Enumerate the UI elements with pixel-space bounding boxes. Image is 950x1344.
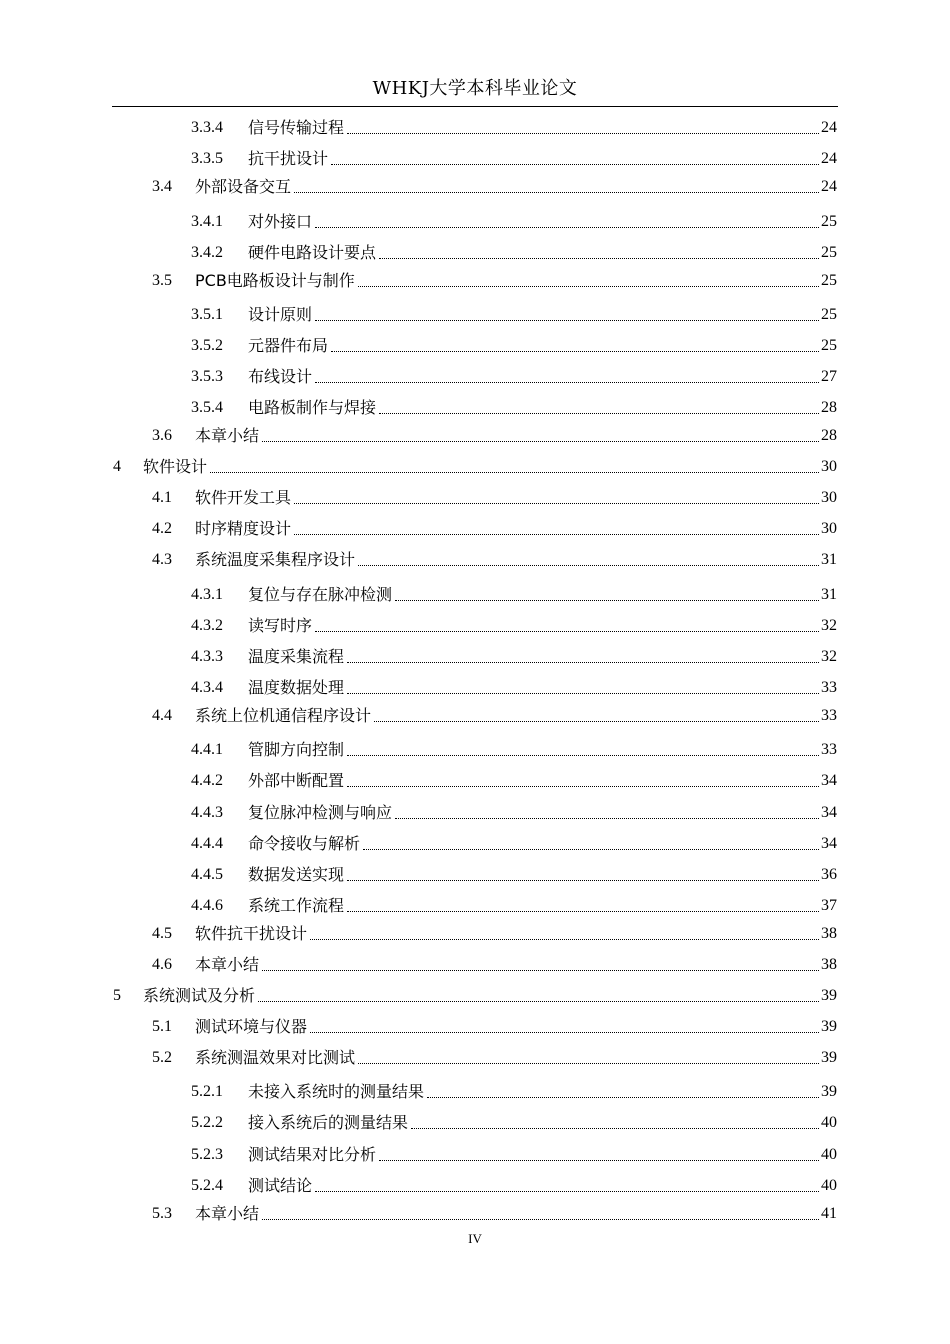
toc-entry-title: 系统上位机通信程序设计	[195, 706, 372, 725]
toc-entry-title: 接入系统后的测量结果	[248, 1113, 409, 1132]
toc-entry-title: 本章小结	[195, 955, 260, 974]
toc-entry-title: 软件抗干扰设计	[195, 924, 308, 943]
toc-entry-title: 复位脉冲检测与响应	[248, 803, 393, 822]
toc-entry-number: 5.3	[152, 1205, 172, 1222]
toc-entry-number: 4	[113, 458, 121, 475]
toc-entry-page: 32	[821, 648, 837, 665]
toc-dot-leader	[262, 968, 819, 971]
toc-entry-title: 未接入系统时的测量结果	[248, 1082, 425, 1101]
toc-dot-leader	[411, 1126, 819, 1129]
toc-entry-page: 24	[821, 178, 837, 195]
toc-dot-leader	[294, 532, 819, 535]
toc-entry-page: 39	[821, 1018, 837, 1035]
toc-entry-page: 31	[821, 551, 837, 568]
toc-entry-page: 25	[821, 337, 837, 354]
toc-entry-title: 温度数据处理	[248, 678, 345, 697]
toc-entry-page: 41	[821, 1205, 837, 1222]
toc-entry-number: 3.4.1	[191, 213, 223, 230]
toc-entry[interactable]	[191, 332, 837, 356]
toc-entry-number: 3.5.4	[191, 399, 223, 416]
toc-entry-number: 4.4.3	[191, 804, 223, 821]
toc-entry-page: 24	[821, 150, 837, 167]
toc-entry-number: 4.4.5	[191, 866, 223, 883]
toc-entry-title: 本章小结	[195, 1204, 260, 1223]
toc-entry-page: 33	[821, 707, 837, 724]
toc-entry[interactable]	[191, 736, 837, 760]
toc-dot-leader	[262, 439, 819, 442]
toc-dot-leader	[315, 225, 819, 228]
toc-entry[interactable]	[191, 394, 837, 418]
toc-entry[interactable]	[191, 1109, 837, 1133]
toc-entry-number: 4.6	[152, 956, 172, 973]
toc-entry-title: 外部设备交互	[195, 177, 292, 196]
toc-entry[interactable]	[191, 1078, 837, 1102]
toc-entry-page: 30	[821, 458, 837, 475]
toc-dot-leader	[310, 1030, 819, 1033]
toc-dot-leader	[262, 1217, 819, 1220]
toc-dot-leader	[315, 629, 819, 632]
toc-dot-leader	[395, 816, 819, 819]
toc-entry-page: 33	[821, 679, 837, 696]
toc-entry-title: 时序精度设计	[195, 519, 292, 538]
toc-entry-title: 系统测试及分析	[143, 986, 256, 1005]
toc-entry-number: 5.1	[152, 1018, 172, 1035]
toc-entry-page: 34	[821, 772, 837, 789]
toc-entry-number: 3.3.5	[191, 150, 223, 167]
toc-entry-page: 30	[821, 520, 837, 537]
toc-entry-number: 4.3.4	[191, 679, 223, 696]
toc-entry[interactable]	[191, 114, 837, 138]
toc-entry-title: 抗干扰设计	[248, 149, 329, 168]
toc-entry-number: 4.3.3	[191, 648, 223, 665]
toc-entry[interactable]	[152, 173, 837, 197]
toc-dot-leader	[310, 937, 819, 940]
toc-entry[interactable]	[191, 799, 837, 823]
toc-entry-page: 32	[821, 617, 837, 634]
toc-entry-page: 36	[821, 866, 837, 883]
toc-entry-page: 33	[821, 741, 837, 758]
toc-entry[interactable]	[191, 674, 837, 698]
toc-dot-leader	[258, 999, 819, 1002]
toc-entry-page: 24	[821, 119, 837, 136]
toc-dot-leader	[374, 719, 819, 722]
toc-dot-leader	[294, 190, 819, 193]
toc-entry[interactable]	[191, 643, 837, 667]
toc-entry[interactable]	[191, 145, 837, 169]
toc-entry-title: 硬件电路设计要点	[248, 243, 377, 262]
toc-entry[interactable]	[152, 1044, 837, 1068]
toc-entry-title: 管脚方向控制	[248, 740, 345, 759]
toc-entry-title: 元器件布局	[248, 336, 329, 355]
toc-entry-number: 3.6	[152, 427, 172, 444]
toc-entry[interactable]	[152, 951, 837, 975]
toc-entry-title: 软件开发工具	[195, 488, 292, 507]
toc-entry[interactable]	[191, 612, 837, 636]
toc-entry-title: 对外接口	[248, 212, 313, 231]
toc-entry-page: 40	[821, 1146, 837, 1163]
toc-entry[interactable]	[152, 484, 837, 508]
page-header: WHKJ大学本科毕业论文	[372, 78, 578, 99]
toc-dot-leader	[347, 691, 819, 694]
toc-dot-leader	[347, 784, 819, 787]
toc-dot-leader	[347, 878, 819, 881]
toc-entry-page: 34	[821, 804, 837, 821]
toc-entry-number: 3.4.2	[191, 244, 223, 261]
toc-entry[interactable]	[191, 830, 837, 854]
toc-entry[interactable]	[113, 982, 837, 1006]
toc-entry-title: 本章小结	[195, 426, 260, 445]
toc-entry-page: 40	[821, 1114, 837, 1131]
toc-dot-leader	[210, 470, 819, 473]
toc-entry-page: 28	[821, 399, 837, 416]
toc-dot-leader	[347, 753, 819, 756]
page-number: IV	[468, 1231, 482, 1246]
toc-entry[interactable]	[191, 363, 837, 387]
toc-dot-leader	[347, 660, 819, 663]
toc-entry-page: 30	[821, 489, 837, 506]
toc-entry-number: 4.1	[152, 489, 172, 506]
toc-entry-number: 5	[113, 987, 121, 1004]
toc-entry-number: 3.5	[152, 272, 172, 289]
toc-entry-page: 25	[821, 213, 837, 230]
toc-dot-leader	[358, 563, 819, 566]
toc-dot-leader	[315, 380, 819, 383]
toc-dot-leader	[347, 909, 819, 912]
toc-dot-leader	[379, 1158, 819, 1161]
toc-entry[interactable]	[152, 546, 837, 570]
toc-entry-title: 命令接收与解析	[248, 834, 361, 853]
toc-dot-leader	[331, 162, 819, 165]
toc-entry[interactable]	[152, 515, 837, 539]
toc-entry-number: 5.2.3	[191, 1146, 223, 1163]
toc-entry[interactable]	[152, 267, 837, 291]
toc-entry-page: 27	[821, 368, 837, 385]
toc-entry-number: 3.5.2	[191, 337, 223, 354]
toc-entry-page: 31	[821, 586, 837, 603]
toc-dot-leader	[294, 501, 819, 504]
toc-entry-page: 25	[821, 244, 837, 261]
toc-entry-number: 3.3.4	[191, 119, 223, 136]
toc-entry-title: 温度采集流程	[248, 647, 345, 666]
toc-entry-number: 4.3.2	[191, 617, 223, 634]
toc-dot-leader	[379, 256, 819, 259]
toc-entry[interactable]	[191, 1172, 837, 1196]
toc-entry-title: 软件设计	[143, 457, 208, 476]
toc-entry-page: 39	[821, 1049, 837, 1066]
toc-entry-title: 测试环境与仪器	[195, 1017, 308, 1036]
toc-entry[interactable]	[191, 301, 837, 325]
toc-entry-number: 4.3.1	[191, 586, 223, 603]
toc-entry-title: 信号传输过程	[248, 118, 345, 137]
toc-entry-title: 设计原则	[248, 305, 313, 324]
toc-entry-page: 40	[821, 1177, 837, 1194]
toc-dot-leader	[347, 131, 819, 134]
toc-entry-number: 4.3	[152, 551, 172, 568]
toc-entry[interactable]	[152, 702, 837, 726]
toc-entry-title: 系统温度采集程序设计	[195, 550, 356, 569]
toc-dot-leader	[427, 1095, 819, 1098]
toc-entry-number: 5.2.2	[191, 1114, 223, 1131]
toc-entry-page: 39	[821, 1083, 837, 1100]
toc-dot-leader	[395, 598, 819, 601]
toc-entry-number: 4.4.4	[191, 835, 223, 852]
toc-entry-page: 37	[821, 897, 837, 914]
toc-entry-title: 系统工作流程	[248, 896, 345, 915]
toc-entry-number: 3.5.1	[191, 306, 223, 323]
toc-entry-title: 测试结果对比分析	[248, 1145, 377, 1164]
toc-entry-title: 外部中断配置	[248, 771, 345, 790]
header-divider	[112, 106, 838, 107]
toc-entry-title: 复位与存在脉冲检测	[248, 585, 393, 604]
toc-entry-number: 5.2.1	[191, 1083, 223, 1100]
toc-entry-title: 读写时序	[248, 616, 313, 635]
toc-entry-number: 4.4	[152, 707, 172, 724]
toc-entry-number: 4.4.1	[191, 741, 223, 758]
toc-entry-number: 4.2	[152, 520, 172, 537]
toc-entry[interactable]	[191, 581, 837, 605]
toc-entry[interactable]	[191, 892, 837, 916]
toc-entry-page: 38	[821, 956, 837, 973]
toc-entry-number: 3.4	[152, 178, 172, 195]
toc-entry-page: 38	[821, 925, 837, 942]
toc-dot-leader	[331, 349, 819, 352]
toc-dot-leader	[315, 318, 819, 321]
toc-entry-page: 39	[821, 987, 837, 1004]
toc-entry[interactable]	[191, 861, 837, 885]
toc-entry-title: 电路板制作与焊接	[248, 398, 377, 417]
toc-entry-number: 5.2	[152, 1049, 172, 1066]
toc-dot-leader	[363, 847, 819, 850]
toc-entry-number: 4.4.2	[191, 772, 223, 789]
toc-entry[interactable]	[191, 767, 837, 791]
toc-dot-leader	[315, 1189, 819, 1192]
toc-entry[interactable]	[191, 208, 837, 232]
toc-entry-title: 布线设计	[248, 367, 313, 386]
toc-entry[interactable]	[152, 1013, 837, 1037]
toc-dot-leader	[358, 284, 819, 287]
toc-entry[interactable]	[191, 239, 837, 263]
toc-entry-page: 34	[821, 835, 837, 852]
toc-entry[interactable]	[152, 422, 837, 446]
toc-entry-title: 数据发送实现	[248, 865, 345, 884]
toc-entry-number: 5.2.4	[191, 1177, 223, 1194]
toc-entry-page: 28	[821, 427, 837, 444]
toc-entry-number: 4.4.6	[191, 897, 223, 914]
toc-entry-number: 3.5.3	[191, 368, 223, 385]
toc-dot-leader	[379, 411, 819, 414]
toc-entry-title: 测试结论	[248, 1176, 313, 1195]
toc-entry-page: 25	[821, 306, 837, 323]
toc-entry[interactable]	[152, 920, 837, 944]
toc-entry-number: 4.5	[152, 925, 172, 942]
toc-entry-title: PCB电路板设计与制作	[195, 271, 355, 290]
toc-entry[interactable]	[191, 1141, 837, 1165]
toc-dot-leader	[358, 1061, 819, 1064]
toc-entry[interactable]	[113, 453, 837, 477]
toc-entry[interactable]	[152, 1200, 837, 1224]
toc-entry-page: 25	[821, 272, 837, 289]
toc-entry-title: 系统测温效果对比测试	[195, 1048, 356, 1067]
